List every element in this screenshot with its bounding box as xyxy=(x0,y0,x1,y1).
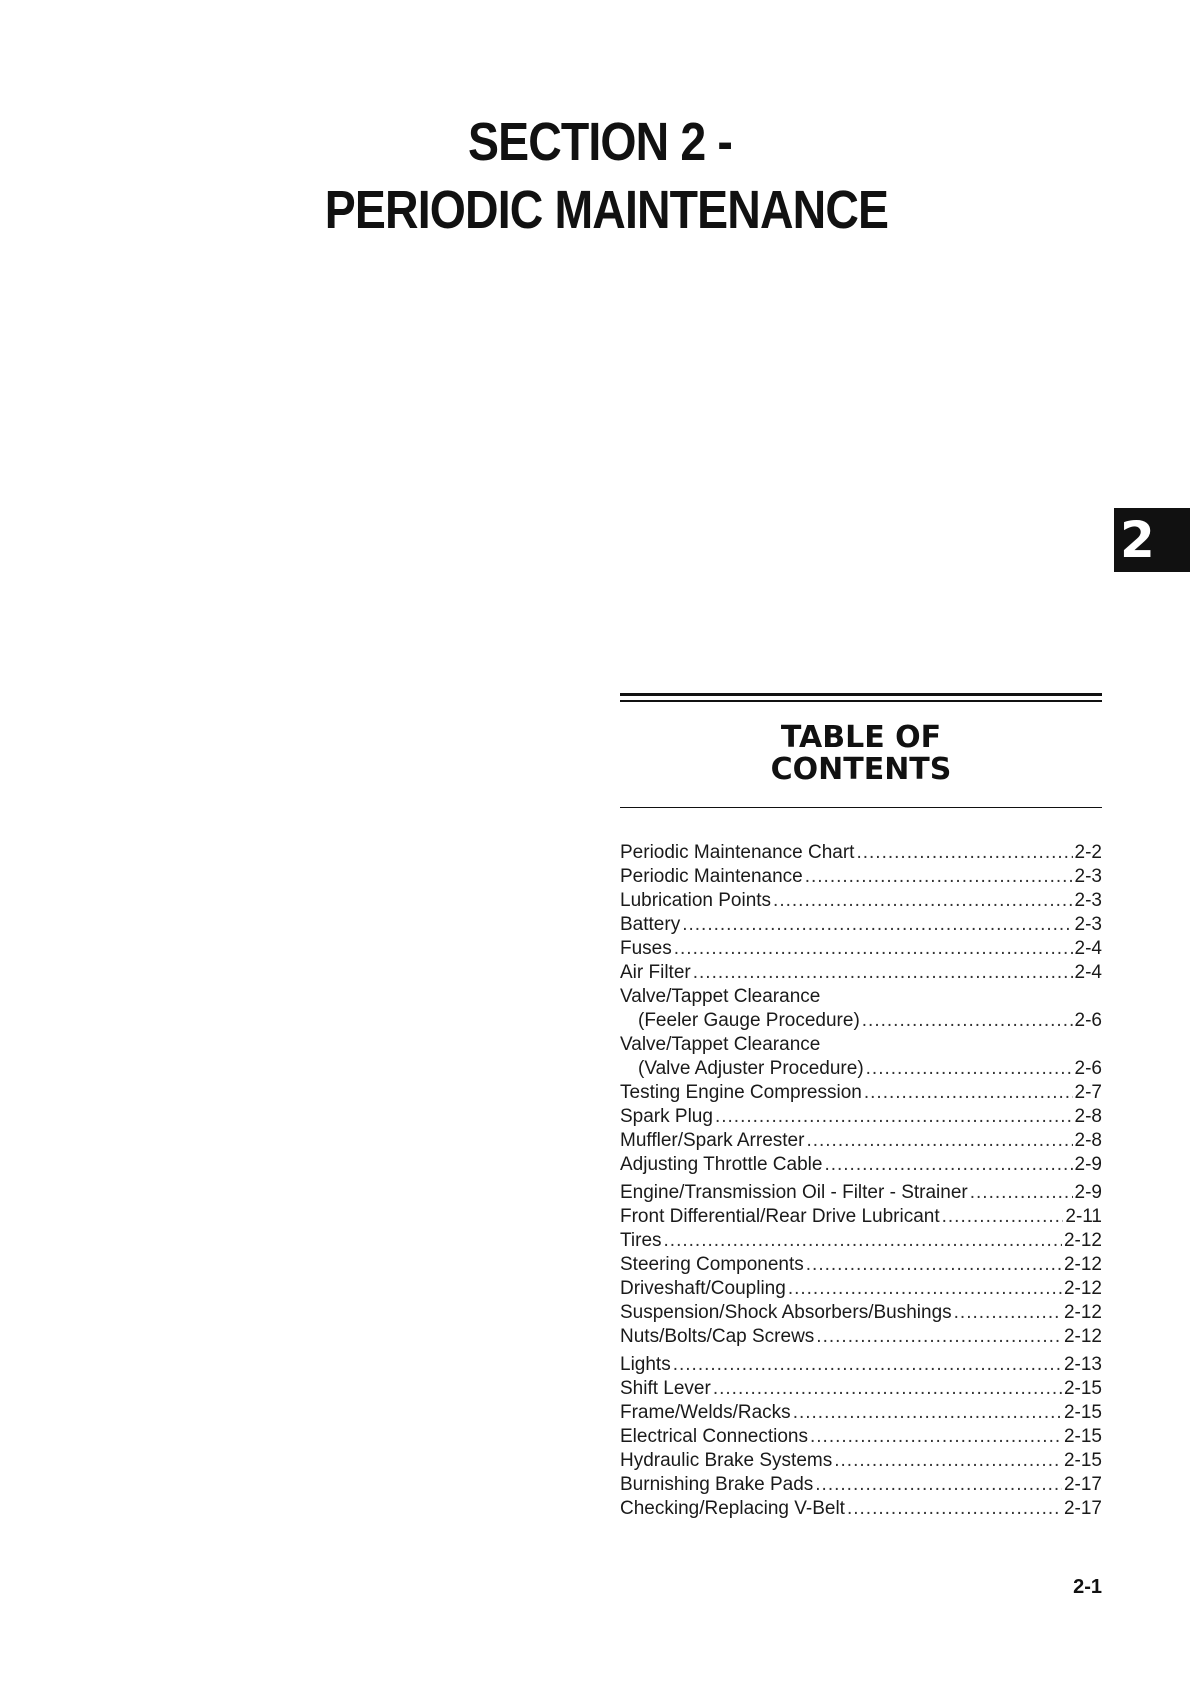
toc-entry[interactable] xyxy=(620,913,1102,937)
toc-entry-label: (Valve Adjuster Procedure) xyxy=(638,1058,864,1079)
toc-entry[interactable] xyxy=(620,1181,1102,1205)
toc-entry[interactable] xyxy=(620,985,1102,1009)
toc-dot-leader xyxy=(674,937,1073,961)
toc-entry-label: (Feeler Gauge Procedure) xyxy=(638,1010,860,1031)
toc-entry[interactable] xyxy=(620,1057,1102,1081)
toc-dot-leader xyxy=(664,1229,1062,1253)
toc-entry[interactable] xyxy=(620,1105,1102,1129)
toc-entry-label: Tires xyxy=(620,1230,662,1251)
section-title-line-2: PERIODIC MAINTENANCE xyxy=(324,180,889,240)
toc-entry-page: 2-15 xyxy=(1063,1426,1102,1447)
toc-entry-label: Front Differential/Rear Drive Lubricant xyxy=(620,1206,940,1227)
toc-entry[interactable] xyxy=(620,1377,1102,1401)
toc-entry-page: 2-15 xyxy=(1063,1450,1102,1471)
toc-dot-leader xyxy=(816,1325,1062,1349)
section-tab: 2 xyxy=(1114,508,1190,572)
toc-entry-page: 2-7 xyxy=(1074,1082,1102,1103)
toc-entry[interactable] xyxy=(620,1325,1102,1349)
toc-entry[interactable] xyxy=(620,1253,1102,1277)
toc-entry-label: Air Filter xyxy=(620,962,691,983)
toc-entry-page: 2-15 xyxy=(1063,1402,1102,1423)
toc-dot-leader xyxy=(788,1277,1062,1301)
toc-dot-leader xyxy=(864,1081,1073,1105)
toc-entry-label: Suspension/Shock Absorbers/Bushings xyxy=(620,1302,952,1323)
toc-entry-label: Burnishing Brake Pads xyxy=(620,1474,814,1495)
toc-dot-leader xyxy=(834,1449,1062,1473)
toc-entry-label: Lubrication Points xyxy=(620,890,772,911)
toc-entry-label: Testing Engine Compression xyxy=(620,1082,862,1103)
toc-dot-leader xyxy=(942,1205,1064,1229)
toc-heading-rule xyxy=(620,807,1102,808)
toc-entry-label: Periodic Maintenance Chart xyxy=(620,842,855,863)
toc-dot-leader xyxy=(954,1301,1062,1325)
toc-entry[interactable] xyxy=(620,889,1102,913)
toc-entry[interactable] xyxy=(620,961,1102,985)
toc-entry-page: 2-12 xyxy=(1063,1278,1102,1299)
toc-dot-leader xyxy=(815,1473,1062,1497)
toc-entry[interactable] xyxy=(620,1153,1102,1177)
toc-dot-leader xyxy=(793,1401,1062,1425)
toc-dot-leader xyxy=(806,1129,1072,1153)
toc-dot-leader xyxy=(682,913,1072,937)
toc-dot-leader xyxy=(715,1105,1073,1129)
toc-entry-page: 2-4 xyxy=(1074,962,1102,983)
toc-entry[interactable] xyxy=(620,865,1102,889)
toc-dot-leader xyxy=(810,1425,1062,1449)
toc-heading xyxy=(620,722,1102,786)
toc-entry-label: Hydraulic Brake Systems xyxy=(620,1450,833,1471)
toc-entry-label: Checking/Replacing V-Belt xyxy=(620,1498,845,1519)
toc-dot-leader xyxy=(866,1057,1073,1081)
toc-entry[interactable] xyxy=(620,1301,1102,1325)
toc-heading-line-2: CONTENTS xyxy=(770,752,952,787)
toc-entry[interactable] xyxy=(620,1229,1102,1253)
toc-entry-page: 2-8 xyxy=(1074,1106,1102,1127)
toc-entry-page: 2-6 xyxy=(1074,1010,1102,1031)
toc-dot-leader xyxy=(970,1181,1073,1205)
toc-entry[interactable] xyxy=(620,1497,1102,1521)
toc-entry-page: 2-4 xyxy=(1074,938,1102,959)
toc-entry-page: 2-13 xyxy=(1063,1354,1102,1375)
toc-dot-leader xyxy=(773,889,1072,913)
toc-entry-page: 2-17 xyxy=(1063,1474,1102,1495)
toc-entry-label: Muffler/Spark Arrester xyxy=(620,1130,805,1151)
toc-entry[interactable] xyxy=(620,937,1102,961)
page-number: 2-1 xyxy=(1073,1576,1102,1598)
toc-entry-page: 2-3 xyxy=(1074,866,1102,887)
section-title xyxy=(324,108,889,244)
toc-top-rule-thin xyxy=(620,700,1102,702)
toc-top-rule xyxy=(620,693,1102,696)
toc-entry[interactable] xyxy=(620,1473,1102,1497)
toc-entry-page: 2-3 xyxy=(1074,890,1102,911)
toc-entry-label: Nuts/Bolts/Cap Screws xyxy=(620,1326,815,1347)
toc-entry-page: 2-6 xyxy=(1074,1058,1102,1079)
toc-dot-leader xyxy=(806,1253,1062,1277)
toc-heading-line-1: TABLE OF xyxy=(780,720,942,755)
toc-entry[interactable] xyxy=(620,1205,1102,1229)
toc-entry[interactable] xyxy=(620,1353,1102,1377)
toc-entry-page: 2-9 xyxy=(1074,1154,1102,1175)
toc-entry-page: 2-9 xyxy=(1074,1182,1102,1203)
toc-entry-page: 2-12 xyxy=(1063,1302,1102,1323)
toc-entry[interactable] xyxy=(620,1129,1102,1153)
toc-entry[interactable] xyxy=(620,1449,1102,1473)
toc-entry[interactable] xyxy=(620,1081,1102,1105)
toc-entry-label: Frame/Welds/Racks xyxy=(620,1402,791,1423)
toc-entry[interactable] xyxy=(620,1425,1102,1449)
toc-entry-label: Valve/Tappet Clearance xyxy=(620,1034,821,1055)
toc-entry-page: 2-11 xyxy=(1065,1206,1102,1227)
toc-list xyxy=(620,841,1102,1521)
toc-entry[interactable] xyxy=(620,841,1102,865)
toc-entry-label: Adjusting Throttle Cable xyxy=(620,1154,823,1175)
toc-dot-leader xyxy=(824,1153,1072,1177)
toc-entry-page: 2-3 xyxy=(1074,914,1102,935)
toc-dot-leader xyxy=(862,1009,1073,1033)
toc-entry-label: Fuses xyxy=(620,938,672,959)
toc-dot-leader xyxy=(847,1497,1062,1521)
toc-entry[interactable] xyxy=(620,1009,1102,1033)
toc-entry-label: Shift Lever xyxy=(620,1378,711,1399)
toc-entry-page: 2-8 xyxy=(1074,1130,1102,1151)
toc-entry-label: Steering Components xyxy=(620,1254,804,1275)
toc-entry-page: 2-2 xyxy=(1074,842,1102,863)
section-title-line-1: SECTION 2 - xyxy=(467,112,733,172)
toc-dot-leader xyxy=(673,1353,1062,1377)
toc-entry-page: 2-12 xyxy=(1063,1230,1102,1251)
toc-entry-label: Lights xyxy=(620,1354,671,1375)
toc-entry[interactable] xyxy=(620,1401,1102,1425)
toc-entry-page: 2-17 xyxy=(1063,1498,1102,1519)
toc-dot-leader xyxy=(713,1377,1062,1401)
toc-entry-label: Battery xyxy=(620,914,681,935)
toc-entry-label: Spark Plug xyxy=(620,1106,713,1127)
toc-entry-label: Engine/Transmission Oil - Filter - Strainer xyxy=(620,1182,968,1203)
toc-entry-page: 2-12 xyxy=(1063,1254,1102,1275)
toc-entry-label: Driveshaft/Coupling xyxy=(620,1278,786,1299)
toc-entry-label: Periodic Maintenance xyxy=(620,866,803,887)
toc-entry[interactable] xyxy=(620,1277,1102,1301)
toc-dot-leader xyxy=(693,961,1073,985)
toc-dot-leader xyxy=(856,841,1072,865)
toc-entry-label: Valve/Tappet Clearance xyxy=(620,986,821,1007)
toc-dot-leader xyxy=(805,865,1073,889)
toc-entry-page: 2-12 xyxy=(1063,1326,1102,1347)
toc-entry-label: Electrical Connections xyxy=(620,1426,808,1447)
toc-entry[interactable] xyxy=(620,1033,1102,1057)
toc-entry-page: 2-15 xyxy=(1063,1378,1102,1399)
